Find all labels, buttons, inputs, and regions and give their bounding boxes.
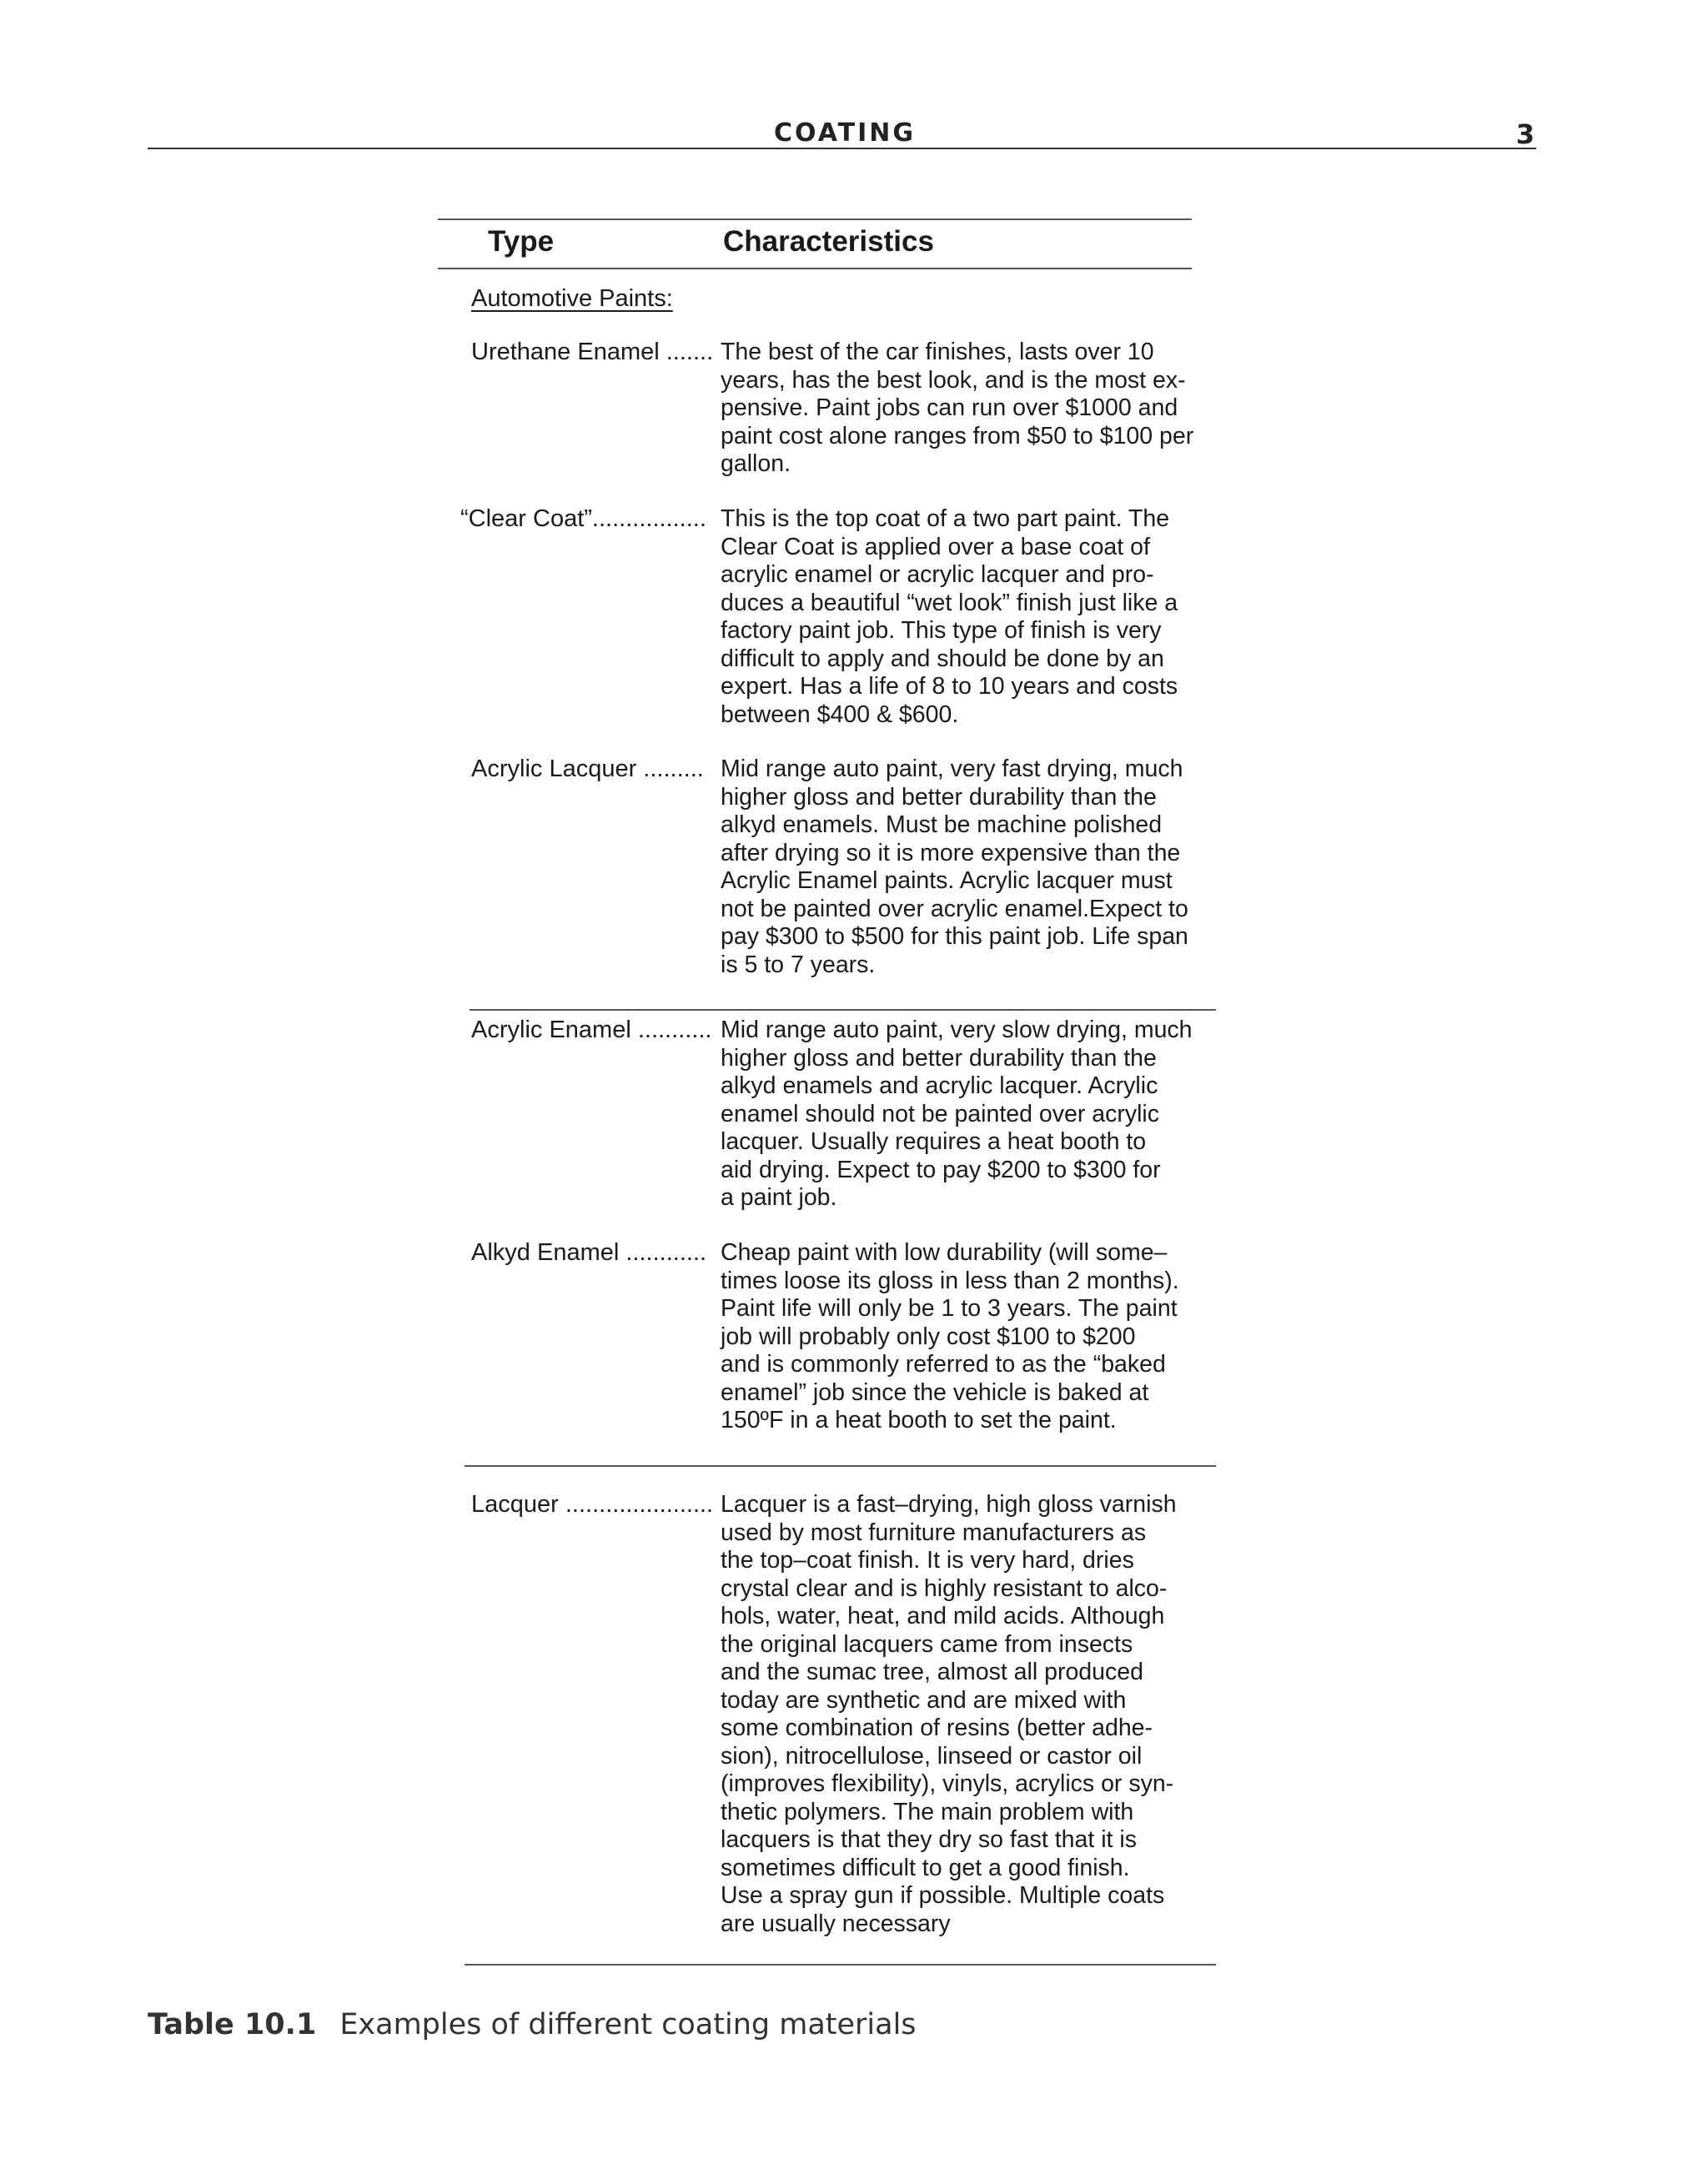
table-caption-text: Examples of different coating materials (339, 2008, 917, 2041)
row-characteristics-acrylic-lacquer: Mid range auto paint, very fast drying, much higher gloss and better durability than the alkyd enamels. Must be machine polished after drying so it is more expensive than the Acrylic Enamel paints. Acrylic lacquer must not be painted over acrylic enamel.Expect to pay $300 to $500 for this paint job. Life span is 5 to 7 years. (721, 756, 1188, 978)
header-rule (148, 148, 1536, 149)
row-characteristics-alkyd-enamel: Cheap paint with low durability (will some– times loose its gloss in less than 2 months). Paint life will only be 1 to 3 years. The paint job will probably only cost $100 to $200 and is commonly referred to as the “baked enamel” job since the vehicle is baked at 150ºF in a heat booth to set the paint. (721, 1239, 1179, 1433)
row-characteristics-clear-coat: This is the top coat of a two part paint. The Clear Coat is applied over a base coat of acrylic enamel or acrylic lacquer and pro- duces a beautiful “wet look” finish just like a factory paint job. This type of finish is very difficult to apply and should be done by an expert. Has a life of 8 to 10 years and costs between $400 & $600. (721, 505, 1178, 728)
table-caption-label: Table 10.1 (148, 2008, 317, 2041)
table-top-rule (438, 218, 1192, 220)
table-header-rule (438, 268, 1192, 269)
row-type-urethane-enamel: Urethane Enamel ....... (471, 339, 714, 365)
section-heading: Automotive Paints: (471, 285, 673, 312)
row-characteristics-urethane-enamel: The best of the car finishes, lasts over 10 years, has the best look, and is the most ex- pensive. Paint jobs can run over $1000 and paint cost alone ranges from $50 to $100 per gallon. (721, 339, 1194, 477)
row-type-alkyd-enamel: Alkyd Enamel ............ (471, 1239, 707, 1266)
table-row-rule (465, 1465, 1216, 1467)
running-header-title: COATING (774, 118, 916, 148)
column-header-characteristics: Characteristics (723, 225, 934, 258)
row-type-acrylic-lacquer: Acrylic Lacquer ......... (471, 756, 704, 782)
row-type-clear-coat: “Clear Coat”................. (460, 505, 706, 532)
table-bottom-rule (465, 1964, 1216, 1966)
row-type-lacquer: Lacquer ...................... (471, 1491, 714, 1518)
table-caption (148, 2008, 917, 2041)
row-characteristics-acrylic-enamel: Mid range auto paint, very slow drying, much higher gloss and better durability than the alkyd enamels and acrylic lacquer. Acrylic enamel should not be painted over acrylic lacquer. Usually requires a heat booth to aid drying. Expect to pay $200 to $300 for a paint job. (721, 1017, 1193, 1211)
table-row-rule (470, 1009, 1216, 1011)
column-header-type: Type (488, 225, 555, 258)
page-number: 3 (1515, 118, 1535, 150)
row-characteristics-lacquer: Lacquer is a fast–drying, high gloss varnish used by most furniture manufacturers as the top–coat finish. It is very hard, dries crystal clear and is highly resistant to alco- hols, water, heat, and mild acids. Although the original lacquers came from insects and the sumac tree, almost all produced today are synthetic and are mixed with some combination of resins (better adhe- sion), nitrocellulose, linseed or castor oil (improves flexibility), vinyls, acrylics or syn- thetic polymers. The main problem with lacquers is that they dry so fast that it is sometimes difficult to get a good finish. Use a spray gun if possible. Multiple coats are usually necessary (721, 1491, 1177, 1937)
row-type-acrylic-enamel: Acrylic Enamel ........... (471, 1017, 712, 1043)
